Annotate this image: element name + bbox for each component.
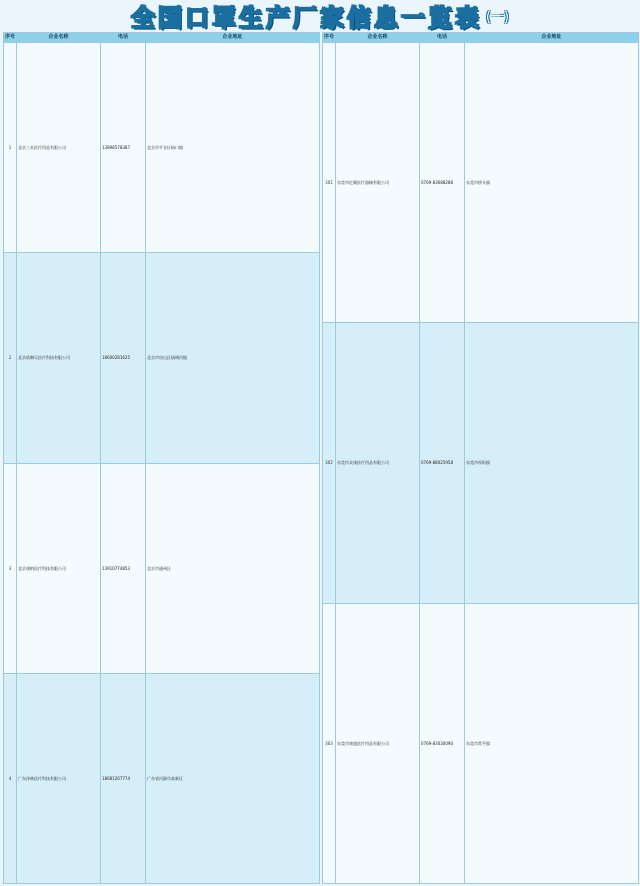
col-header-address: 企业地址 [465, 33, 639, 43]
row-phone: 13910774853 [101, 463, 146, 673]
row-phone: 18600281625 [101, 253, 146, 463]
col-header-index: 序号 [323, 33, 336, 43]
row-phone: 18681267774 [101, 673, 146, 883]
row-company: 东莞市康盛医疗用品有限公司 [336, 603, 420, 883]
row-company: 北京康纳医疗科技有限公司 [17, 463, 101, 673]
right-table [322, 32, 639, 884]
row-company: 东莞市众康医疗用品有限公司 [336, 323, 420, 603]
table-row [323, 323, 639, 603]
title-bar [0, 0, 640, 30]
col-header-index: 序号 [4, 33, 17, 43]
row-company: 北京依琳乐医疗科技有限公司 [17, 253, 101, 463]
col-header-name: 企业名称 [17, 33, 101, 43]
table-row [4, 673, 320, 883]
row-index: 302 [323, 323, 336, 603]
header-row [4, 33, 320, 43]
table-row [323, 603, 639, 883]
row-address: 北京市房山区琉璃河镇 [146, 253, 320, 463]
page-title: 全国口罩生产厂家信息一览表 [130, 2, 482, 32]
col-header-name: 企业名称 [336, 33, 420, 43]
row-phone: 13898578387 [101, 43, 146, 253]
row-address: 东莞市常平镇 [465, 603, 639, 883]
row-phone: 0769-83688288 [420, 43, 465, 323]
table-row [4, 43, 320, 253]
row-address: 东莞市厚街镇 [465, 323, 639, 603]
row-company: 东莞市亿顺医疗器械有限公司 [336, 43, 420, 323]
row-phone: 0769-88025958 [420, 323, 465, 603]
row-address: 北京市通州区 [146, 463, 320, 673]
row-address: 广东省河源市高新区 [146, 673, 320, 883]
col-header-phone: 电话 [101, 33, 146, 43]
row-index: 4 [4, 673, 17, 883]
row-address: 北京市平谷区峪口镇 [146, 43, 320, 253]
header-row [323, 33, 639, 43]
table-row [323, 43, 639, 323]
row-index: 3 [4, 463, 17, 673]
row-address: 东莞市桥头镇 [465, 43, 639, 323]
col-header-address: 企业地址 [146, 33, 320, 43]
row-company: 北京三木医疗用品有限公司 [17, 43, 101, 253]
row-index: 301 [323, 43, 336, 323]
table-row [4, 463, 320, 673]
page-subtitle: (一) [485, 9, 510, 25]
row-phone: 0769-83030090 [420, 603, 465, 883]
row-index: 2 [4, 253, 17, 463]
tables-container [3, 32, 637, 884]
col-header-phone: 电话 [420, 33, 465, 43]
table-row [4, 253, 320, 463]
row-index: 303 [323, 603, 336, 883]
row-company: 广东泽林医疗科技有限公司 [17, 673, 101, 883]
row-index: 1 [4, 43, 17, 253]
left-table [3, 32, 320, 884]
